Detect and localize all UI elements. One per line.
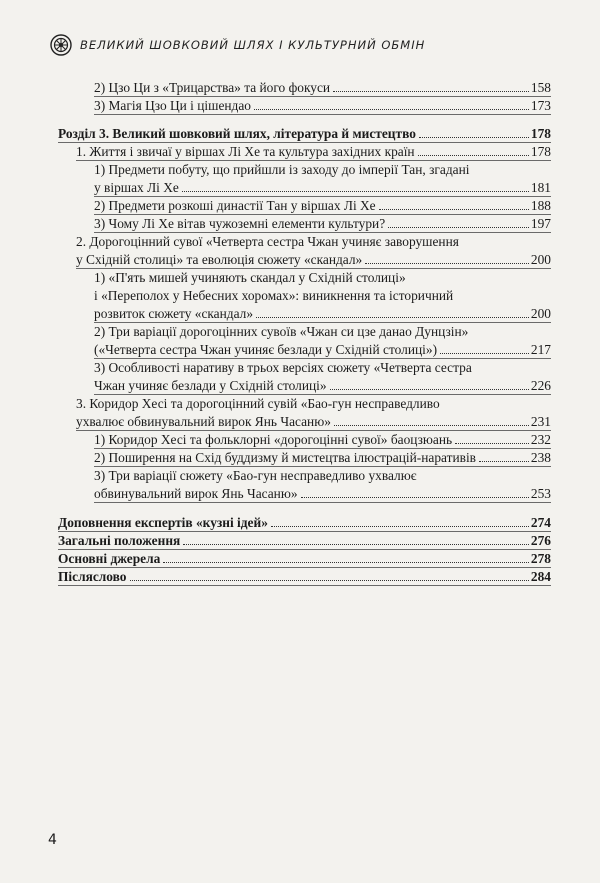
- toc-entry-title: 1) Предмети побуту, що прийшли із заходу до імперії Тан, згадані: [94, 162, 470, 177]
- dot-leader: [254, 109, 529, 110]
- toc-entry: [94, 467, 417, 485]
- toc-entry: [76, 233, 459, 251]
- toc-entry-page: 238: [530, 450, 551, 465]
- underline-rule: [94, 196, 551, 197]
- toc-entry-page: 188: [530, 198, 551, 213]
- dot-leader: [271, 526, 529, 527]
- toc-entry: [58, 532, 551, 550]
- toc-entry-title: Доповнення експертів «кузні ідей»: [58, 515, 268, 530]
- toc-entry-title: ухвалює обвинувальний вирок Янь Часаню»: [76, 414, 331, 429]
- toc-entry-page: 232: [530, 432, 551, 447]
- toc-entry-title: Післяслово: [58, 569, 127, 584]
- toc-entry-title: Чжан учиняє безлади у Східній столиці»: [94, 378, 327, 393]
- dot-leader: [301, 497, 529, 498]
- toc-entry: [94, 323, 468, 341]
- underline-rule: [94, 96, 551, 97]
- toc-entry-title: 3) Особливості наративу в трьох версіях сюжету «Четверта сестра: [94, 360, 472, 375]
- underline-rule: [58, 585, 551, 586]
- toc-entry-page: 178: [530, 126, 551, 141]
- dot-leader: [183, 544, 529, 545]
- dot-leader: [330, 389, 529, 390]
- toc-entry-page: 226: [530, 378, 551, 393]
- dot-leader: [455, 443, 529, 444]
- toc-entry-title: 1) «П'ять мишей учиняють скандал у Східній столиці»: [94, 270, 406, 285]
- dot-leader: [182, 191, 529, 192]
- toc-entry-page: 231: [530, 414, 551, 429]
- underline-rule: [94, 448, 551, 449]
- toc-entry-page: 200: [530, 252, 551, 267]
- toc-entry-page: 173: [530, 98, 551, 113]
- toc-entry: [94, 197, 551, 215]
- toc-entry: [94, 449, 551, 467]
- underline-rule: [76, 430, 551, 431]
- toc-entry-page: 274: [530, 515, 551, 530]
- toc-entry: [58, 568, 551, 586]
- underline-rule: [94, 394, 551, 395]
- toc-entry-title: і «Переполох у Небесних хоромах»: виникнення та історичний: [94, 288, 454, 303]
- toc-entry: [94, 359, 472, 377]
- toc-entry-page: 178: [530, 144, 551, 159]
- toc-entry-title: обвинувальний вирок Янь Часаню»: [94, 486, 298, 501]
- toc-entry: [76, 143, 551, 161]
- underline-rule: [94, 114, 551, 115]
- running-title: ВЕЛИКИЙ ШОВКОВИЙ ШЛЯХ І КУЛЬТУРНИЙ ОБМІН: [80, 38, 426, 52]
- dot-leader: [333, 91, 529, 92]
- toc-entry: [94, 161, 469, 179]
- dot-leader: [479, 461, 529, 462]
- toc-entry-title: 2) Цзо Ци з «Трицарства» та його фокуси: [94, 80, 331, 95]
- toc-entry: [58, 125, 551, 143]
- toc-entry-title: 3) Чому Лі Хе вітав чужоземні елементи культури?: [94, 216, 386, 231]
- toc-entry-title: («Четверта сестра Чжан учиняє безлади у Східній столиці»): [94, 342, 438, 357]
- dot-leader: [163, 562, 529, 563]
- toc-entry-title: 3) Три варіації сюжету «Бао-гун несправедливо ухвалює: [94, 468, 417, 483]
- toc-entry-page: 276: [530, 533, 551, 548]
- underline-rule: [76, 160, 551, 161]
- toc-entry: [94, 269, 406, 287]
- dot-leader: [334, 425, 529, 426]
- toc-entry: [94, 179, 551, 197]
- dot-leader: [130, 580, 529, 581]
- underline-rule: [58, 142, 551, 143]
- toc-entry: [94, 287, 453, 305]
- toc-entry-page: 278: [530, 551, 551, 566]
- underline-rule: [58, 567, 551, 568]
- toc-entry: [76, 413, 551, 431]
- dot-leader: [256, 317, 529, 318]
- dot-leader: [379, 209, 529, 210]
- toc-entry: [58, 550, 551, 568]
- toc-entry-title: 3. Коридор Хесі та дорогоцінний сувій «Бао-гун несправедливо: [76, 396, 440, 411]
- toc-entry-title: 3) Магія Цзо Ци і цішендао: [94, 98, 252, 113]
- underline-rule: [58, 549, 551, 550]
- toc-entry-title: 2) Предмети розкоші династії Тан у віршах Лі Хе: [94, 198, 376, 213]
- toc-entry-title: Основні джерела: [58, 551, 161, 566]
- toc-entry-title: у Східній столиці» та еволюція сюжету «скандал»: [76, 252, 363, 267]
- toc-entry: [94, 341, 551, 359]
- toc-entry-title: Загальні положення: [58, 533, 181, 548]
- toc-entry: [94, 485, 551, 503]
- underline-rule: [58, 531, 551, 532]
- toc-entry: [94, 377, 551, 395]
- toc-entry-page: 253: [530, 486, 551, 501]
- toc-entry-title: 2. Дорогоцінний сувої «Четверта сестра Чжан учиняє заворушення: [76, 234, 459, 249]
- toc-entry: [94, 97, 551, 115]
- toc-entry: [76, 395, 440, 413]
- dot-leader: [419, 137, 529, 138]
- dot-leader: [388, 227, 529, 228]
- toc-entry-page: 284: [530, 569, 551, 584]
- page-number: 4: [48, 832, 57, 848]
- toc-entry-page: 200: [530, 306, 551, 321]
- underline-rule: [76, 268, 551, 269]
- dot-leader: [440, 353, 529, 354]
- underline-rule: [94, 214, 551, 215]
- toc-entry-page: 217: [530, 342, 551, 357]
- toc-entry-page: 197: [530, 216, 551, 231]
- toc-entry-title: 2) Три варіації дорогоцінних сувоїв «Чжан си цзе данао Дунцзін»: [94, 324, 469, 339]
- toc-entry: [58, 514, 551, 532]
- toc-entry: [94, 215, 551, 233]
- toc-entry-title: розвиток сюжету «скандал»: [94, 306, 254, 321]
- toc-entry: [94, 431, 551, 449]
- toc-entry-title: 1. Життя і звичаї у віршах Лі Хе та культура західних країн: [76, 144, 415, 159]
- underline-rule: [94, 322, 551, 323]
- underline-rule: [94, 466, 551, 467]
- toc-entry: [94, 305, 551, 323]
- toc-entry-title: 2) Поширення на Схід буддизму й мистецтва ілюстрацій-наративів: [94, 450, 476, 465]
- toc-entry-title: 1) Коридор Хесі та фольклорні «дорогоцінні сувої» баоцзюань: [94, 432, 453, 447]
- toc-entry-page: 181: [530, 180, 551, 195]
- toc-entry-title: Розділ 3. Великий шовковий шлях, література й мистецтво: [58, 126, 416, 141]
- toc-entry-page: 158: [530, 80, 551, 95]
- underline-rule: [94, 502, 551, 503]
- toc-entry: [94, 79, 551, 97]
- underline-rule: [94, 358, 551, 359]
- dot-leader: [365, 263, 529, 264]
- toc-entry: [76, 251, 551, 269]
- underline-rule: [94, 232, 551, 233]
- toc-entry-title: у віршах Лі Хе: [94, 180, 179, 195]
- dot-leader: [418, 155, 529, 156]
